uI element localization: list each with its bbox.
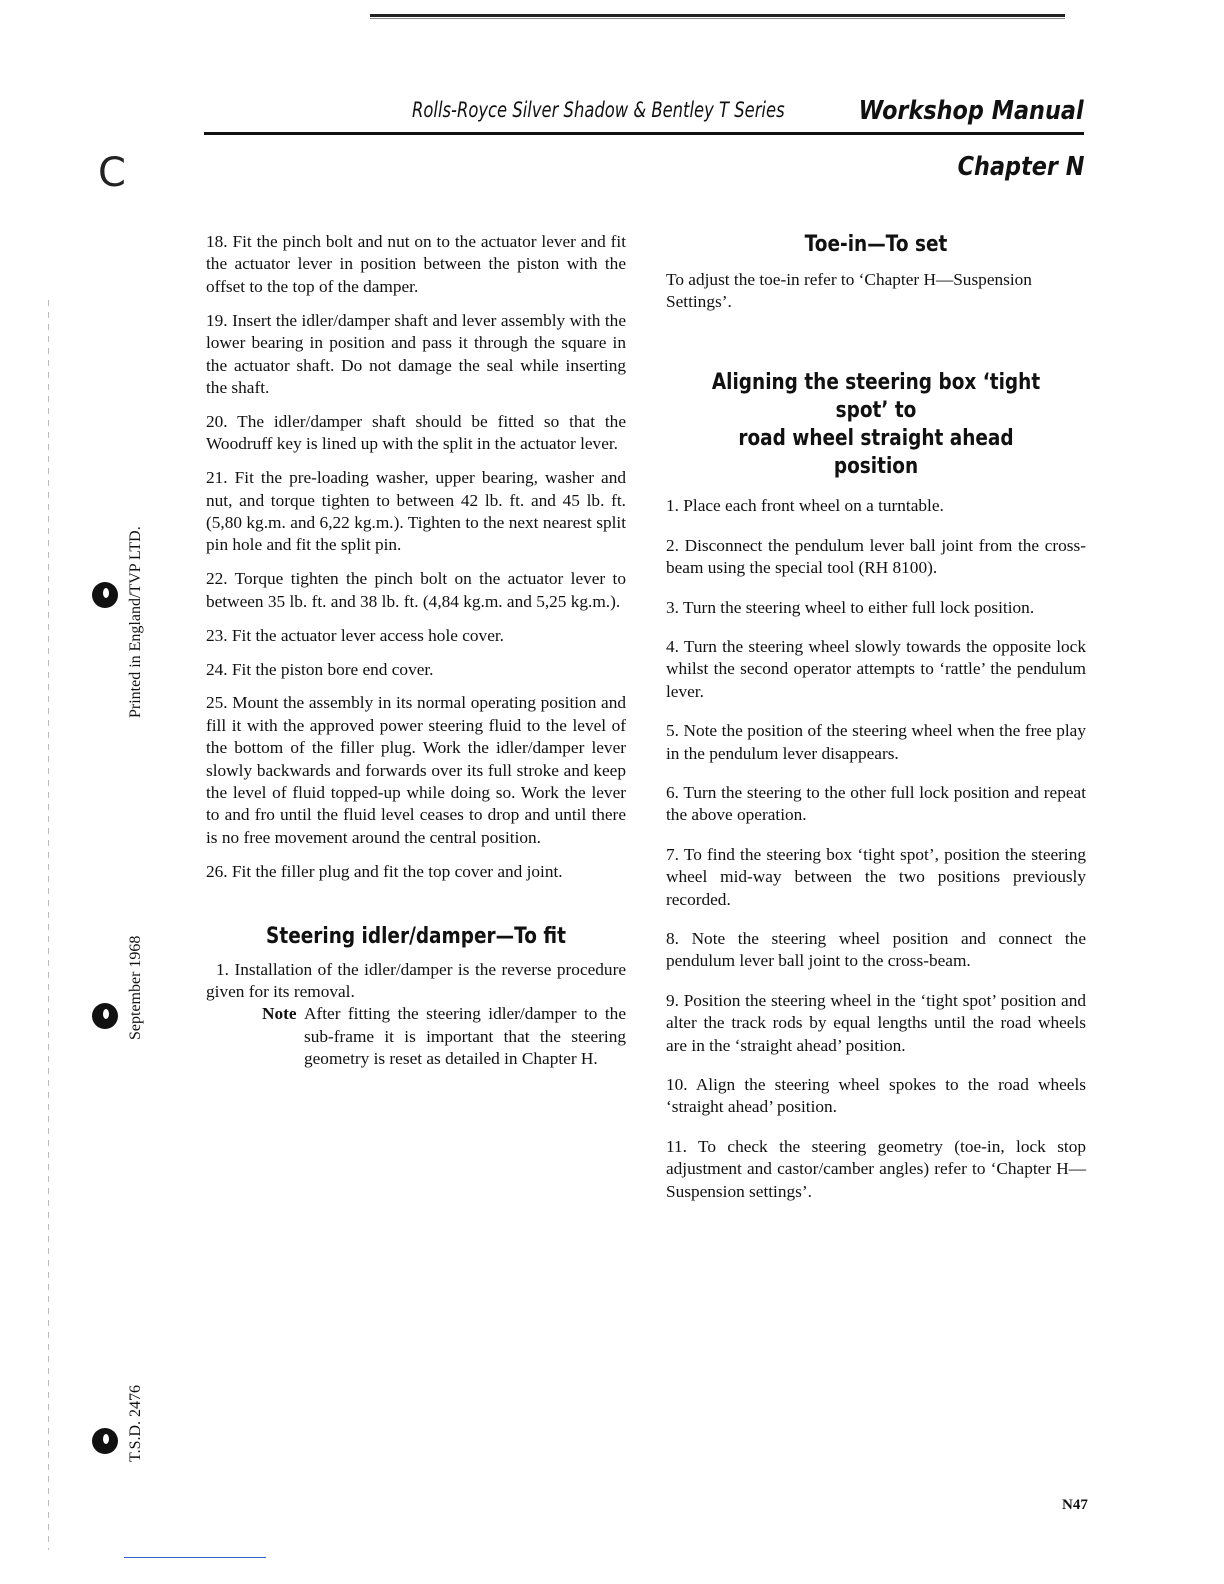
align-step-4: 4. Turn the steering wheel slowly towards the opposite lock whilst the second operator attempts to ‘rattle’ the pendulum lever. bbox=[666, 636, 1086, 701]
align-step-8: 8. Note the steering wheel position and connect the pendulum lever ball joint to the cross-beam. bbox=[666, 929, 1086, 971]
header-series: Rolls-Royce Silver Shadow & Bentley T Series bbox=[412, 98, 785, 122]
margin-printed-in: Printed in England/TVP LTD. bbox=[127, 526, 144, 718]
top-rule bbox=[370, 14, 1065, 17]
align-step-10: 10. Align the steering wheel spokes to the road wheels ‘straight ahead’ position. bbox=[666, 1075, 1086, 1117]
section-heading-toe-in: Toe-in—To set bbox=[804, 232, 948, 257]
step-26: 26. Fit the filler plug and fit the top cover and joint. bbox=[206, 861, 563, 881]
step-21: 21. Fit the pre-loading washer, upper bearing, washer and nut, and torque tighten to between 42 lb. ft. and 45 lb. ft. (5,80 kg.m. and 6,22 kg.m.). Tighten to the next nearest split pin hole and fit the split pin. bbox=[206, 468, 626, 555]
chapter-title: Chapter N bbox=[957, 152, 1084, 182]
step-19: 19. Insert the idler/damper shaft and lever assembly with the lower bearing in position and pass it through the square in the actuator shaft. Do not damage the seal while inserting the shaft. bbox=[206, 310, 626, 397]
align-step-2: 2. Disconnect the pendulum lever ball joint from the cross-beam using the special tool (RH 8100). bbox=[666, 535, 1086, 578]
align-step-6: 6. Turn the steering to the other full lock position and repeat the above operation. bbox=[666, 782, 1086, 825]
margin-tsd: T.S.D. 2476 bbox=[127, 1384, 144, 1462]
section-heading-idler-fit: Steering idler/damper—To fit bbox=[266, 923, 566, 949]
align-step-3: 3. Turn the steering wheel to either full lock position. bbox=[666, 597, 1035, 617]
step-25: 25. Mount the assembly in its normal operating position and fill it with the approved power steering fluid to the level of the bottom of the filler plug. Work the idler/damper lever slowly backwards and forwards over its full stroke and keep the level of fluid topped-up while doing so. Work the lever to and fro until the fluid level ceases to drop and until there is no free movement around the central position. bbox=[206, 693, 626, 847]
binder-hole-bottom bbox=[92, 1428, 118, 1454]
note-text: After fitting the steering idler/damper to the sub-frame it is important that the steering geometry is reset as detailed in Chapter H. bbox=[304, 1004, 626, 1069]
align-step-5: 5. Note the position of the steering wheel when the free play in the pendulum lever disappears. bbox=[666, 721, 1086, 763]
corner-mark: C bbox=[98, 150, 126, 196]
step-23: 23. Fit the actuator lever access hole cover. bbox=[206, 625, 504, 645]
align-step-11: 11. To check the steering geometry (toe-in, lock stop adjustment and castor/camber angles) refer to ‘Chapter H—Suspension settings’. bbox=[666, 1136, 1086, 1201]
note-label: Note bbox=[262, 1004, 297, 1024]
page-number: N47 bbox=[1062, 1497, 1088, 1513]
binder-hole-middle bbox=[92, 1003, 118, 1029]
left-column bbox=[206, 231, 626, 1071]
note-block bbox=[206, 1003, 626, 1070]
header-manual-title: Workshop Manual bbox=[858, 96, 1084, 126]
align-step-9: 9. Position the steering wheel in the ‘tight spot’ position and alter the track rods by equal lengths until the road wheels are in the ‘straight ahead’ position. bbox=[666, 990, 1086, 1055]
toe-in-text: To adjust the toe-in refer to ‘Chapter H—Suspension Settings’. bbox=[666, 270, 1032, 312]
bottom-underline bbox=[124, 1557, 266, 1558]
scan-edge bbox=[48, 300, 49, 1550]
align-step-7: 7. To find the steering box ‘tight spot’, position the steering wheel mid-way between the two positions previously recorded. bbox=[666, 844, 1086, 909]
step-20: 20. The idler/damper shaft should be fitted so that the Woodruff key is lined up with the split in the actuator lever. bbox=[206, 411, 626, 454]
section-heading-aligning-line1: Aligning the steering box ‘tight spot’ to bbox=[711, 370, 1041, 424]
binder-hole-top bbox=[92, 582, 118, 608]
section-heading-aligning-line2: road wheel straight ahead position bbox=[738, 426, 1014, 480]
align-step-1: 1. Place each front wheel on a turntable. bbox=[666, 496, 944, 516]
right-column bbox=[666, 231, 1086, 1215]
step-22: 22. Torque tighten the pinch bolt on the actuator lever to between 35 lb. ft. and 38 lb. ft. (4,84 kg.m. and 5,25 kg.m.). bbox=[206, 569, 626, 611]
step-18: 18. Fit the pinch bolt and nut on to the actuator lever and fit the actuator lever in position between the piston with the offset to the top of the damper. bbox=[206, 232, 626, 296]
margin-date: September 1968 bbox=[127, 935, 144, 1040]
step-24: 24. Fit the piston bore end cover. bbox=[206, 659, 434, 679]
fit-step-1: 1. Installation of the idler/damper is the reverse procedure given for its removal. bbox=[206, 959, 626, 1002]
header-divider bbox=[204, 132, 1084, 135]
